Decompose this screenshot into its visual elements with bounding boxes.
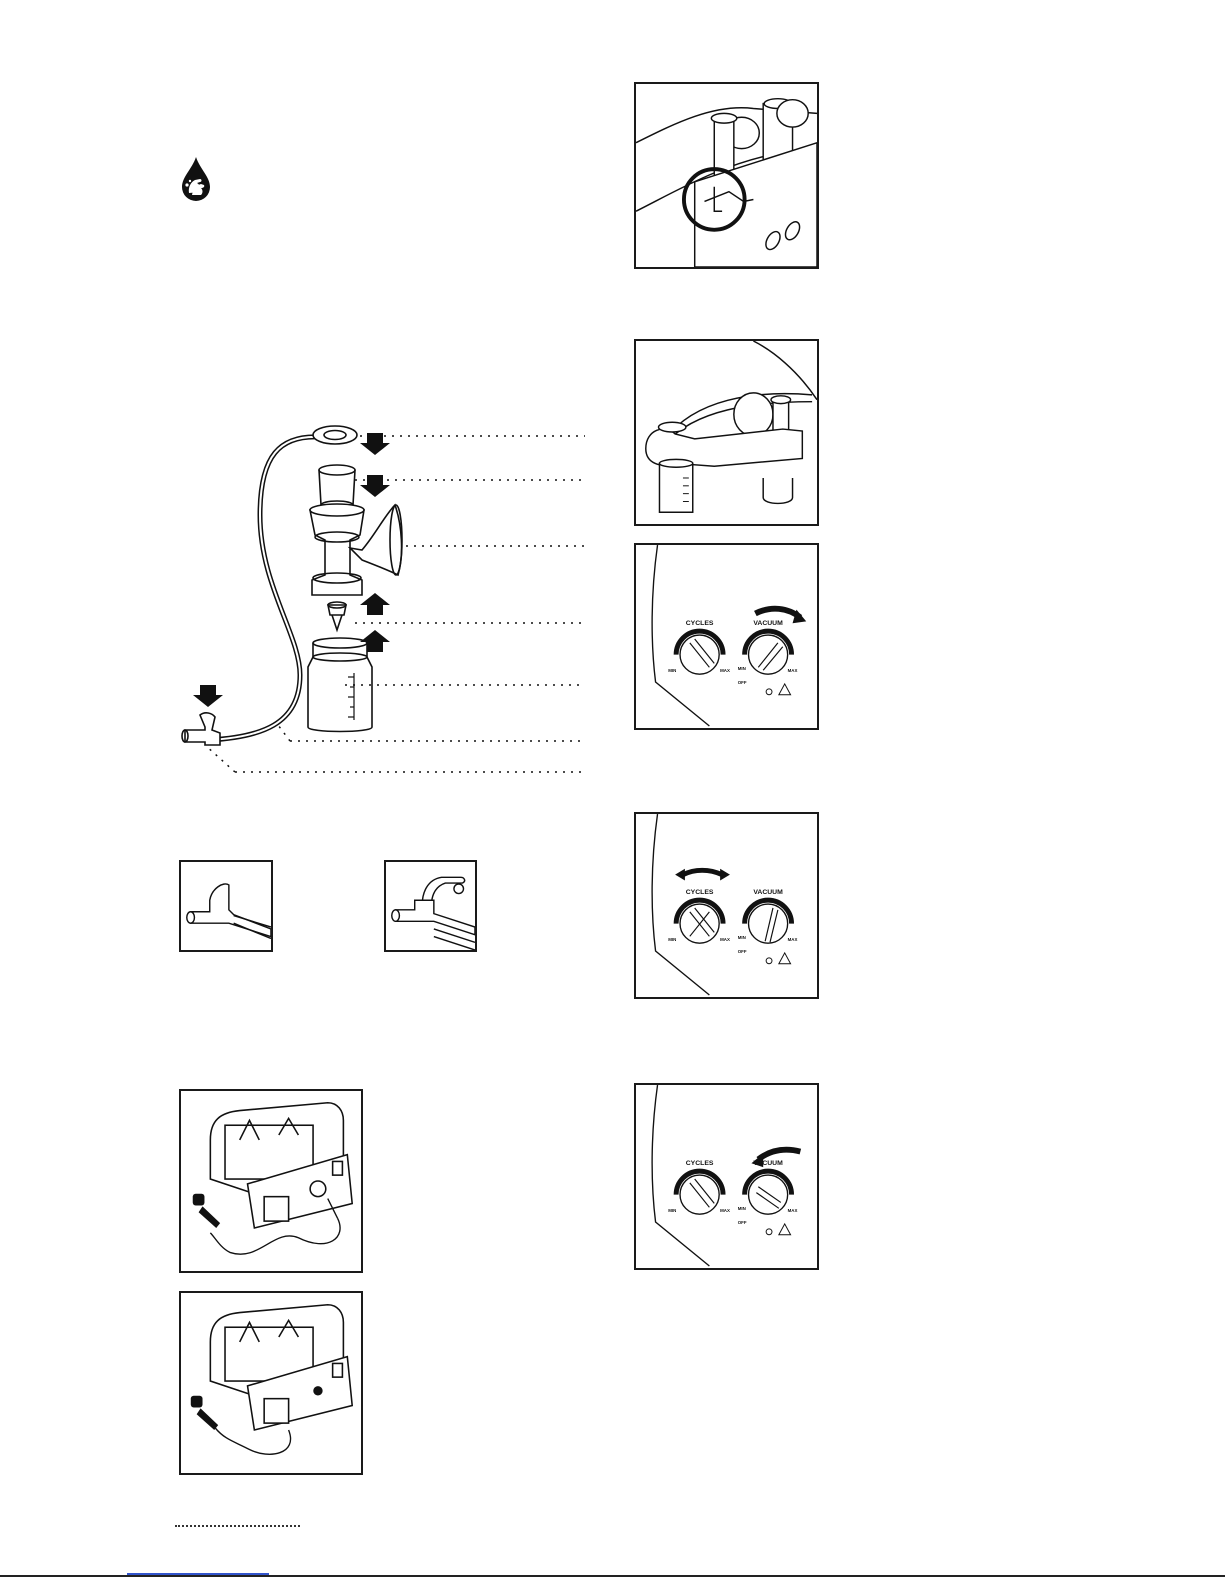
valve-open-figure (384, 860, 477, 952)
vacuum-off-label: OFF (737, 1219, 747, 1225)
vacuum-min-label: MIN (737, 1206, 746, 1212)
vacuum-off-label: OFF (737, 679, 747, 685)
vacuum-max-label: MAX (787, 668, 798, 674)
power-plug-figure-2 (179, 1291, 363, 1475)
cycles-max-label: MAX (720, 668, 730, 674)
cycles-label: CYCLES (685, 1160, 714, 1168)
tube-connector-figure (634, 82, 819, 269)
vacuum-max-label: MAX (787, 1208, 798, 1214)
vacuum-knob-clockwise-figure (634, 543, 819, 730)
vacuum-label: VACUUM (753, 620, 783, 628)
cycles-min-label: MIN (668, 668, 677, 674)
page-bottom-rule (0, 1575, 1225, 1577)
cycles-label: CYCLES (685, 889, 714, 897)
vacuum-min-label: MIN (737, 935, 746, 941)
cycles-max-label: MAX (720, 1208, 730, 1214)
valve-closed-figure (179, 860, 273, 952)
vacuum-knob-anticlockwise-figure (634, 1083, 819, 1270)
power-plug-figure-1 (179, 1089, 363, 1273)
hygiene-hands-icon (178, 155, 214, 203)
cycles-min-label: MIN (668, 937, 677, 943)
vacuum-max-label: MAX (787, 937, 798, 943)
vacuum-label: VACUUM (753, 1160, 783, 1168)
assembly-diagram (160, 415, 600, 795)
cycles-label: CYCLES (685, 620, 714, 628)
vacuum-off-label: OFF (737, 948, 747, 954)
pump-in-hand-figure (634, 339, 819, 526)
vacuum-label: VACUUM (753, 889, 783, 897)
page-link-underline[interactable] (127, 1573, 269, 1575)
cycles-max-label: MAX (720, 937, 730, 943)
cycles-min-label: MIN (668, 1208, 677, 1214)
cycles-knob-adjust-figure (634, 812, 819, 999)
vacuum-min-label: MIN (737, 666, 746, 672)
footer-dotted-rule (175, 1525, 300, 1527)
